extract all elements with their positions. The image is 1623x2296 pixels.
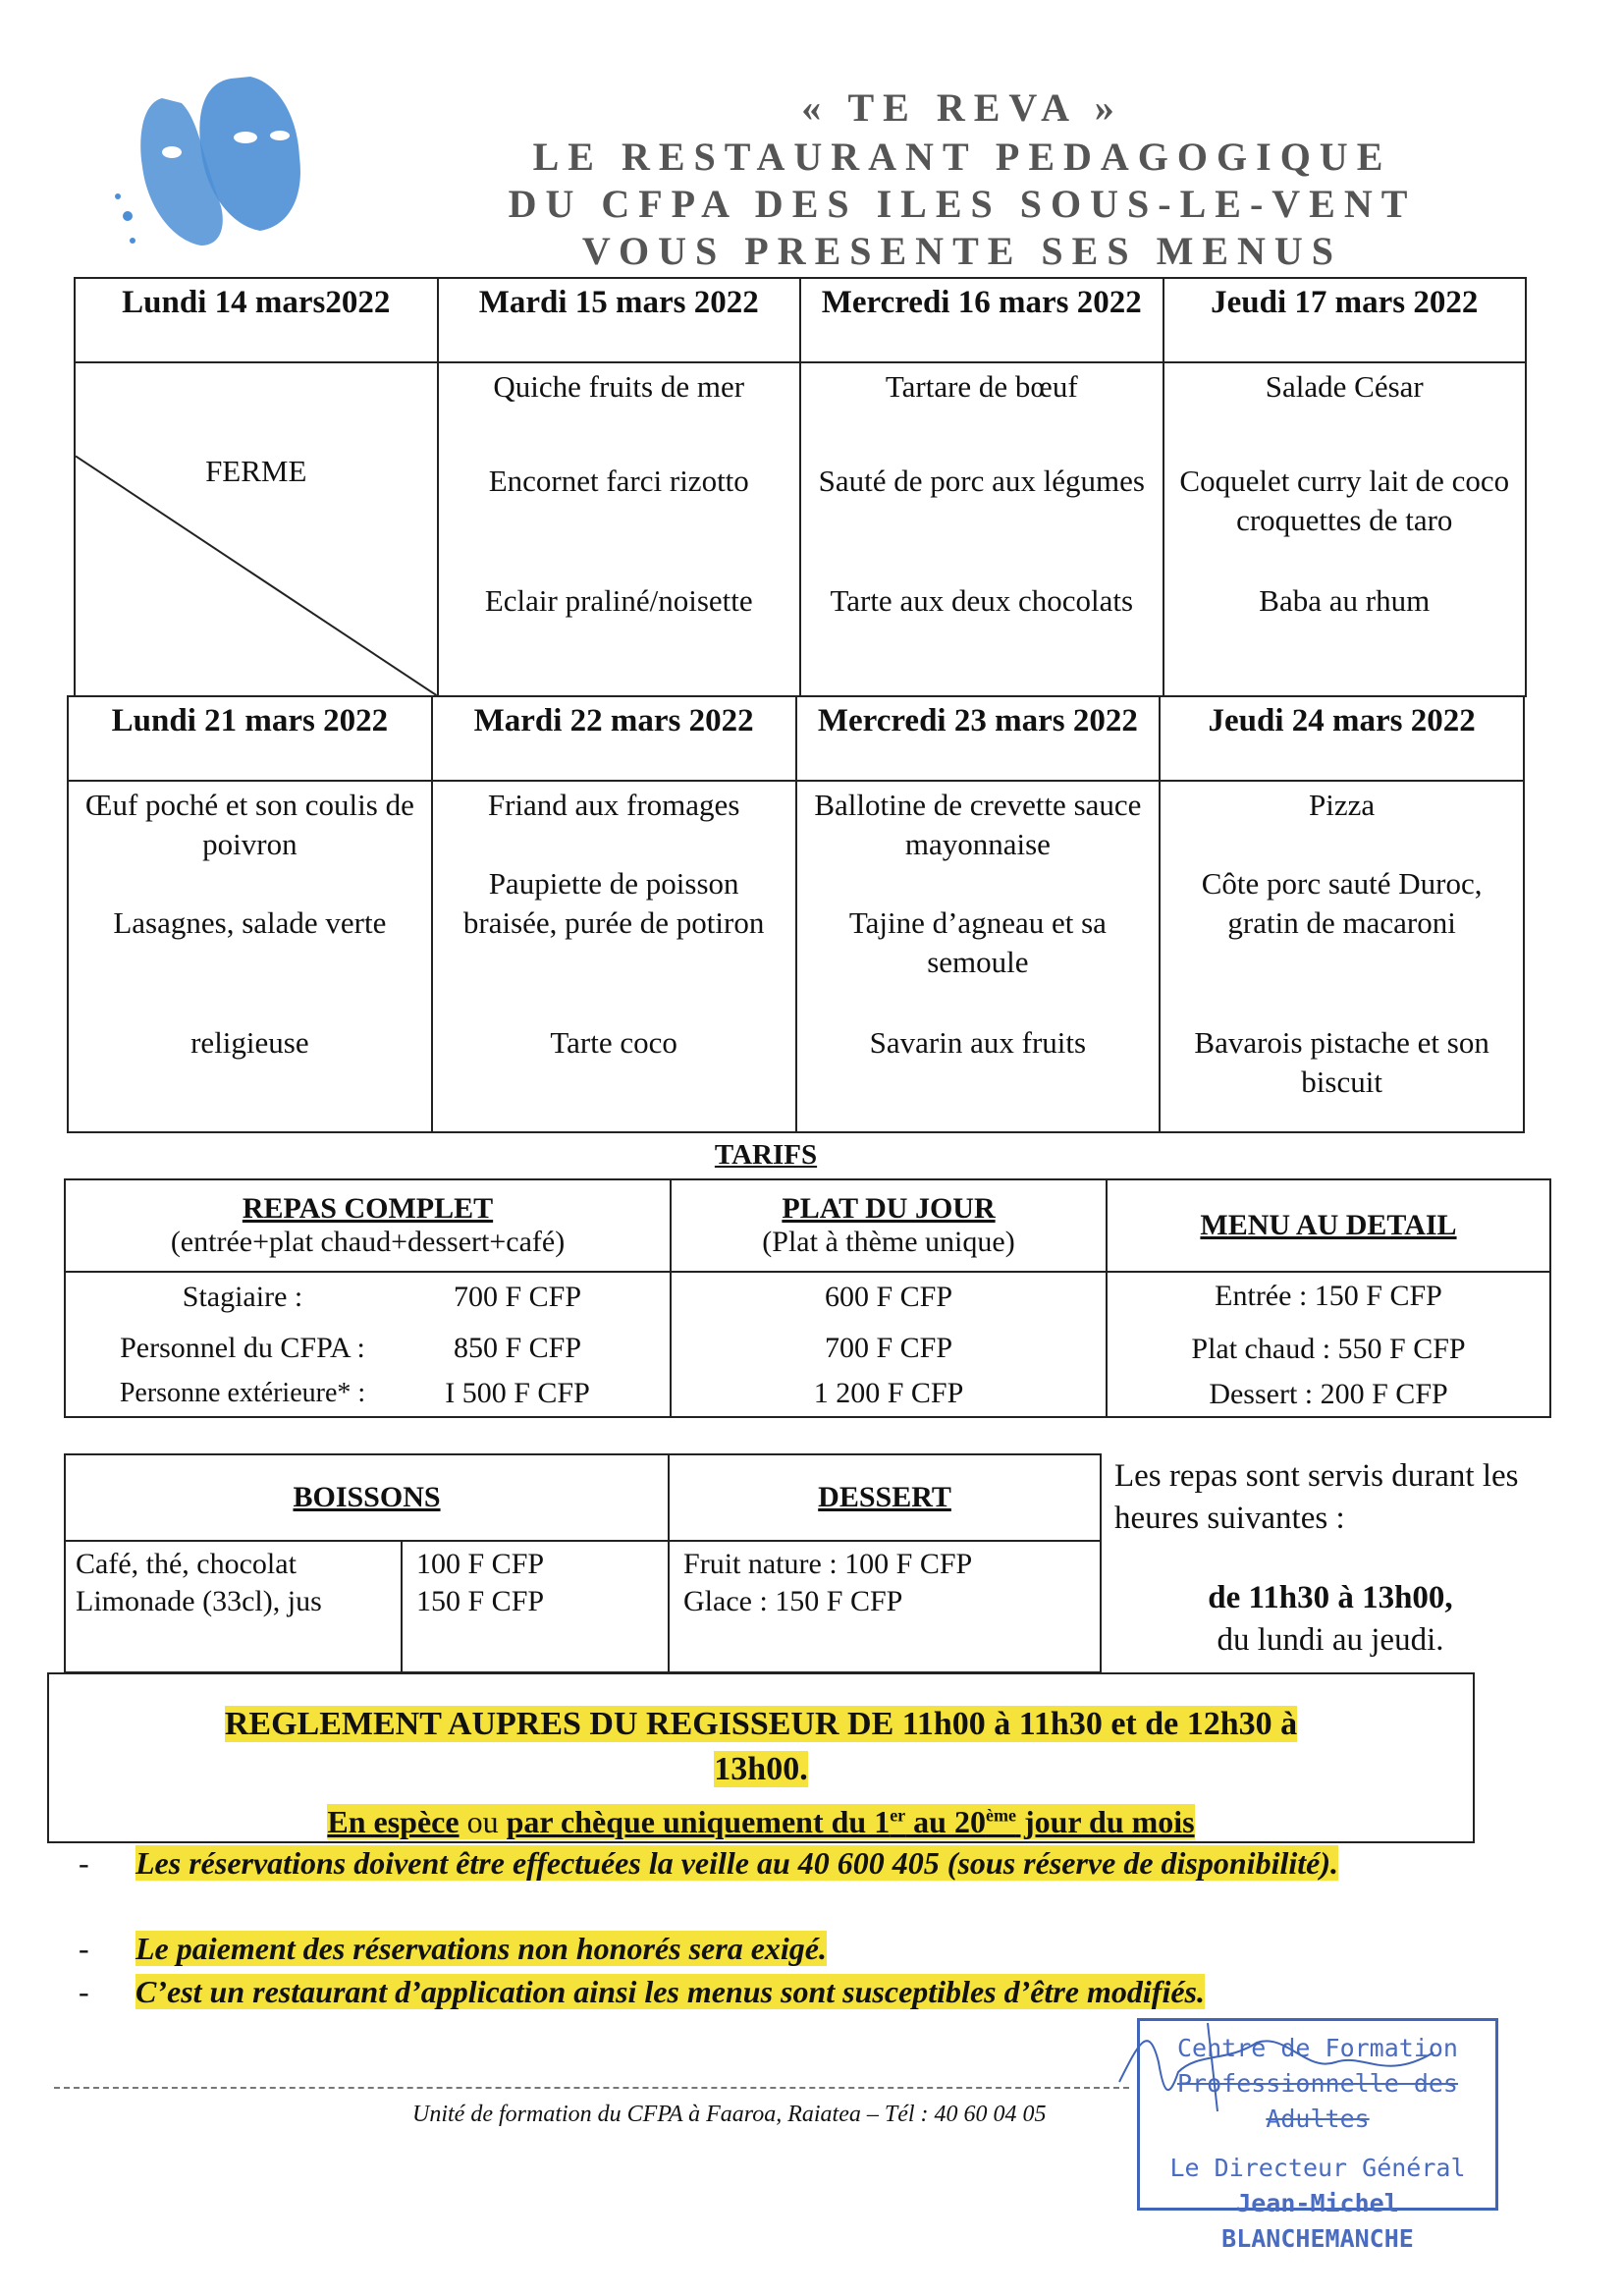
day-header: Mercredi 23 mars 2022 [796,696,1161,781]
menu-cell [800,362,1163,696]
stamp-line: Professionnelle des Adultes [1177,2069,1458,2133]
menu-cell [796,781,1161,1132]
price: 1 200 F CFP [813,1377,964,1409]
title-line-1: « TE REVA » [801,85,1123,130]
starter: Pizza [1309,788,1376,822]
tarif-complet-header [65,1179,671,1272]
price: 700 F CFP [824,1332,953,1364]
stamp-line: Centre de Formation [1177,2034,1458,2062]
price: Entrée : 150 F CFP [1215,1280,1442,1312]
main-course: Tajine d’agneau et sa semoule [848,905,1107,979]
tarif-detail-header [1107,1179,1550,1272]
dessert-item: Savarin aux fruits [869,1025,1087,1060]
main-course: Encornet farci rizotto [488,464,749,498]
day-header: Mardi 15 mars 2022 [438,278,801,362]
tarifs-table [64,1178,1551,1418]
tarif-plat-subtitle: (Plat à thème unique) [762,1226,1015,1258]
starter: Quiche fruits de mer [493,369,745,404]
dessert-item: religieuse [190,1025,309,1060]
menu-cell [438,362,801,696]
closed-label: FERME [205,454,307,488]
starter: Œuf poché et son coulis de poivron [84,788,414,861]
menu-cell [1163,362,1527,696]
drink-price: 150 F CFP [416,1585,545,1617]
tarif-plat-header [671,1179,1107,1272]
boissons-header: BOISSONS [65,1454,669,1541]
drink-item: Limonade (33cl), jus [76,1585,322,1617]
day-header: Jeudi 17 mars 2022 [1163,278,1527,362]
main-course: Côte porc sauté Duroc, gratin de macaroni [1201,866,1483,940]
drinks-table [64,1453,1102,1673]
boissons-items [65,1541,402,1672]
price: 600 F CFP [824,1281,953,1313]
title-line-2: LE RESTAURANT PEDAGOGIQUE [532,135,1392,179]
footer-divider [54,2087,1129,2089]
dessert-item: Eclair praliné/noisette [484,583,753,618]
starter: Friand aux fromages [487,788,740,822]
tarif-plat-prices [671,1272,1107,1417]
day-header: Jeudi 24 mars 2022 [1160,696,1524,781]
starter: Ballotine de crevette sauce mayonnaise [814,788,1142,861]
note-application: - C’est un restaurant d’application ainsi les menus sont susceptibles d’être modifiés. [79,1974,1205,2009]
tarif-detail-prices [1107,1272,1550,1417]
note-reservation: - Les réservations doivent être effectuées la veille au 40 600 405 (sous réserve de disponibilité). [79,1845,1338,1881]
hours-time: de 11h30 à 13h00, [1208,1580,1453,1615]
day-header: Mardi 22 mars 2022 [432,696,796,781]
dessert-items [669,1541,1101,1672]
dessert-item: Tarte aux deux chocolats [830,583,1134,618]
main-course: Lasagnes, salade verte [113,905,387,940]
price-row [66,1278,670,1317]
price: Plat chaud : 550 F CFP [1191,1333,1466,1365]
tarifs-heading: TARIFS [714,1139,818,1171]
tarif-complet-prices [65,1272,671,1417]
reglement-text [59,1702,1463,1845]
tarif-plat-title: PLAT DU JOUR [782,1192,996,1225]
footer-address: Unité de formation du CFPA à Faaroa, Raiatea – Tél : 40 60 04 05 [412,2102,1047,2127]
opening-hours [1114,1455,1546,1662]
main-course: Coquelet curry lait de coco croquettes de taro [1179,464,1510,537]
signature [1109,2003,1463,2121]
price-row [66,1329,670,1368]
reglement-line-1: REGLEMENT AUPRES DU REGISSEUR DE 11h00 à 11h30 et de 12h30 à [224,1706,1298,1742]
dessert-price: Fruit nature : 100 F CFP [683,1548,973,1580]
dessert-price: Glace : 150 F CFP [683,1585,903,1617]
starter: Tartare de bœuf [885,369,1078,404]
closed-cell [75,362,438,696]
main-course: Paupiette de poisson braisée, purée de potiron [462,866,765,940]
customer-type: Personne extérieure* : [119,1378,366,1408]
day-header: Lundi 14 mars2022 [75,278,438,362]
menu-cell [432,781,796,1132]
day-header: Lundi 21 mars 2022 [68,696,432,781]
menu-week-1 [74,277,1527,697]
price: I 500 F CFP [445,1377,590,1409]
tarif-complet-subtitle: (entrée+plat chaud+dessert+café) [170,1226,566,1258]
closed-diagonal [76,363,437,695]
day-header: Mercredi 16 mars 2022 [800,278,1163,362]
title-line-4: VOUS PRESENTE SES MENUS [581,229,1343,273]
dessert-item: Baba au rhum [1259,583,1431,618]
hours-days: du lundi au jeudi. [1217,1622,1444,1658]
drink-price: 100 F CFP [416,1548,545,1580]
starter: Salade César [1265,369,1424,404]
stamp-line: Jean-Michel BLANCHEMANCHE [1221,2189,1414,2253]
hours-intro: Les repas sont servis durant les heures suivantes : [1114,1458,1519,1536]
menu-week-2 [67,695,1525,1133]
tarif-complet-title: REPAS COMPLET [242,1192,494,1225]
dessert-header: DESSERT [669,1454,1101,1541]
dessert-item: Bavarois pistache et son biscuit [1194,1025,1489,1099]
payment-methods: En espèce ou par chèque uniquement du 1er au 20ème jour du mois [327,1803,1195,1839]
price: 700 F CFP [453,1281,582,1313]
main-course: Sauté de porc aux légumes [818,464,1145,498]
tarif-detail-title: MENU AU DETAIL [1200,1209,1457,1241]
note-payment: - Le paiement des réservations non honorés sera exigé. [79,1931,827,1966]
customer-type: Stagiaire : [182,1281,303,1313]
menu-cell [1160,781,1524,1132]
reglement-line-2: 13h00. [714,1751,808,1787]
dessert-item: Tarte coco [550,1025,677,1060]
cfpa-logo [103,59,329,255]
stamp-line: Le Directeur Général [1169,2154,1466,2182]
boissons-prices [402,1541,669,1672]
title-line-3: DU CFPA DES ILES SOUS-LE-VENT [508,182,1417,226]
menu-cell [68,781,432,1132]
price-row [66,1376,670,1411]
customer-type: Personnel du CFPA : [120,1332,365,1364]
price: Dessert : 200 F CFP [1209,1378,1448,1410]
price: 850 F CFP [453,1332,582,1364]
drink-item: Café, thé, chocolat [76,1548,297,1580]
